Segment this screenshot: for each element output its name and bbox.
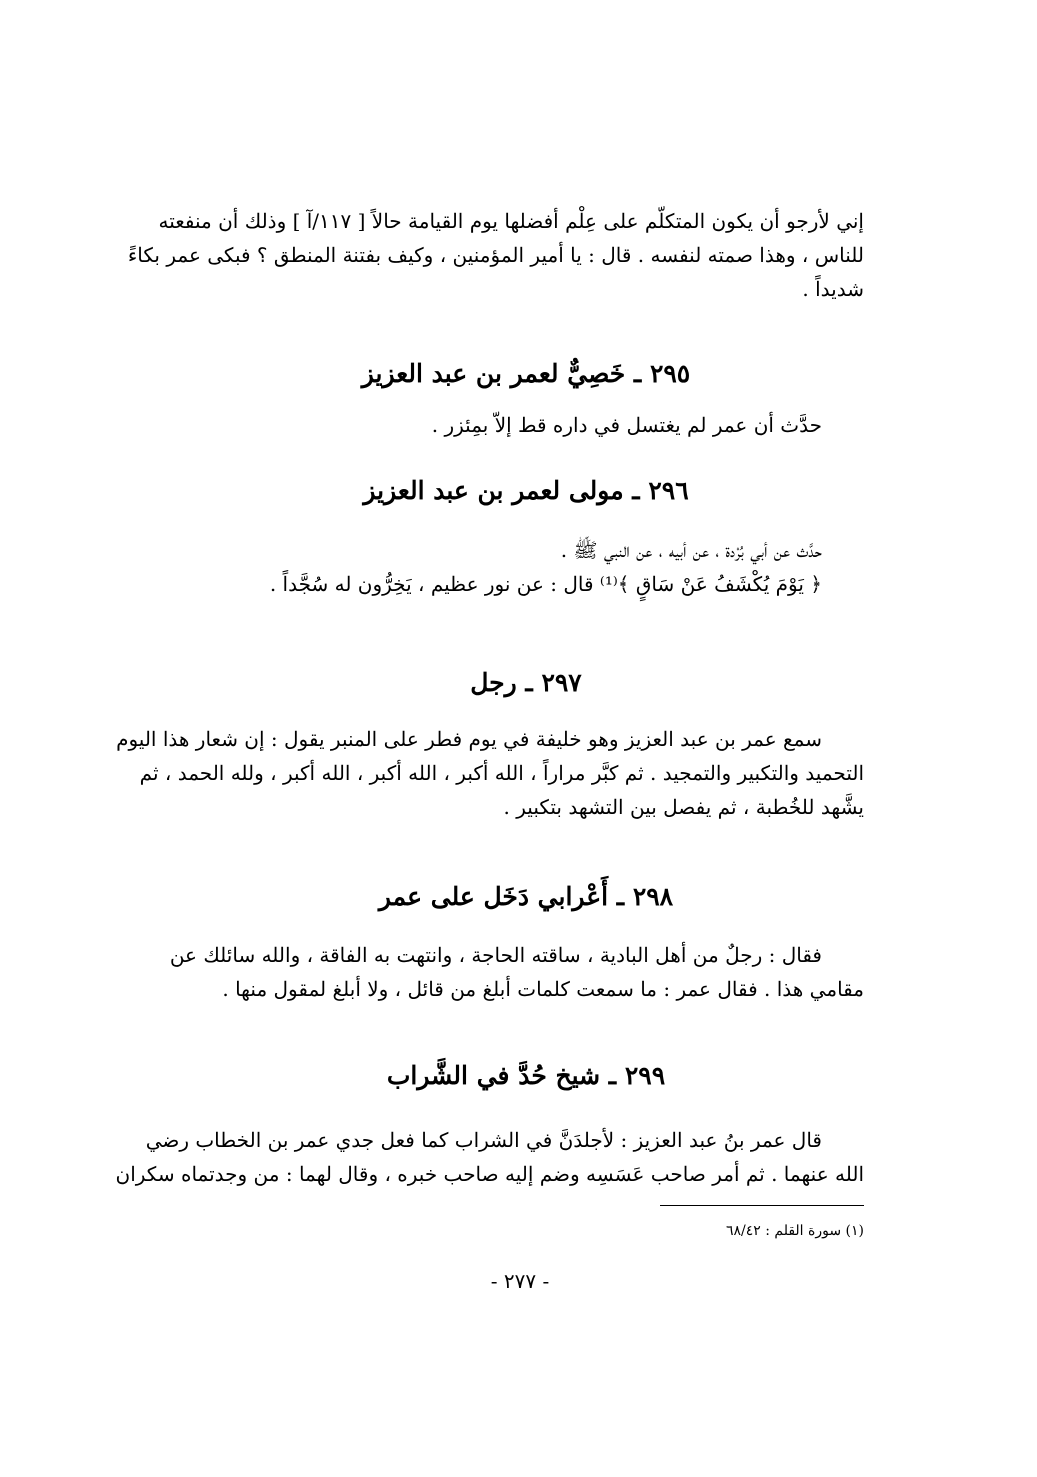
text-line: يشَّهد للخُطبة ، ثم يفصل بين التشهد بتكبير . [503, 795, 864, 819]
page-number: - ٢٧٧ - [490, 1269, 550, 1293]
intro-paragraph [127, 204, 864, 306]
section-body-297 [116, 722, 864, 824]
text-line: مقامي هذا . فقال عمر : ما سمعت كلمات أبلغ من قائل ، ولا أبلغ لمقول منها . [222, 977, 864, 1001]
section-heading-299: ٢٩٩ ـ شيخ حُدَّ في الشَّراب [386, 1061, 666, 1090]
text-line: الله عنهما . ثم أمر صاحب عَسَسِه وضم إليه صاحب خبره ، وقال لهما : من وجدتماه سكران [115, 1162, 864, 1186]
section-heading-296: ٢٩٦ ـ مولى لعمر بن عبد العزيز [363, 476, 689, 505]
text-line: حدَّث عن أبي بُرْدة ، عن أبيه ، عن النبي ﷺ . [560, 538, 822, 562]
section-heading-297: ٢٩٧ ـ رجل [470, 668, 582, 697]
section-heading-298: ٢٩٨ ـ أَعْرابي دَخَل على عمر [378, 882, 674, 911]
section-heading-295: ٢٩٥ ـ خَصِيٌّ لعمر بن عبد العزيز [361, 359, 691, 388]
text-line: سمع عمر بن عبد العزيز وهو خليفة في يوم فطر على المنبر يقول : إن شعار هذا اليوم [116, 727, 822, 751]
footnote-separator [660, 1205, 864, 1206]
section-body-295 [188, 408, 864, 442]
section-body-296 [188, 533, 864, 601]
text-line: التحميد والتكبير والتمجيد . ثم كبَّر مراراً ، الله أكبر ، الله أكبر ، الله أكبر ، ولله الحمد ، ثم [139, 761, 864, 785]
section-body-298 [169, 938, 864, 1006]
text-line: قال عمر بنُ عبد العزيز : لأجلدَنَّ في الشراب كما فعل جدي عمر بن الخطاب رضي [145, 1128, 822, 1152]
text-line: شديداً . [802, 277, 864, 301]
text-line: حدَّث أن عمر لم يغتسل في داره قط إلاّ بمِئزر . [431, 413, 822, 437]
text-line: فقال : رجلٌ من أهل البادية ، ساقته الحاجة ، وانتهت به الفاقة ، والله سائلك عن [169, 943, 822, 967]
text-line: إني لأرجو أن يكون المتكلّم على عِلْم أفضلها يوم القيامة حالاً [ ١١٧/آ ] وذلك أن منفعته [158, 209, 864, 233]
footnote: (١) سورة القلم : ٦٨/٤٢ [725, 1223, 864, 1239]
text-line: للناس ، وهذا صمته لنفسه . قال : يا أمير المؤمنين ، وكيف بفتنة المنطق ؟ فبكى عمر بكاءً [127, 243, 864, 267]
text-line: ﴿ يَوْمَ يُكْشَفُ عَنْ سَاقٍ ﴾⁽¹⁾ قال : عن نور عظيم ، يَخِرُّون له سُجَّداً . [269, 572, 822, 596]
section-body-299 [115, 1123, 864, 1191]
